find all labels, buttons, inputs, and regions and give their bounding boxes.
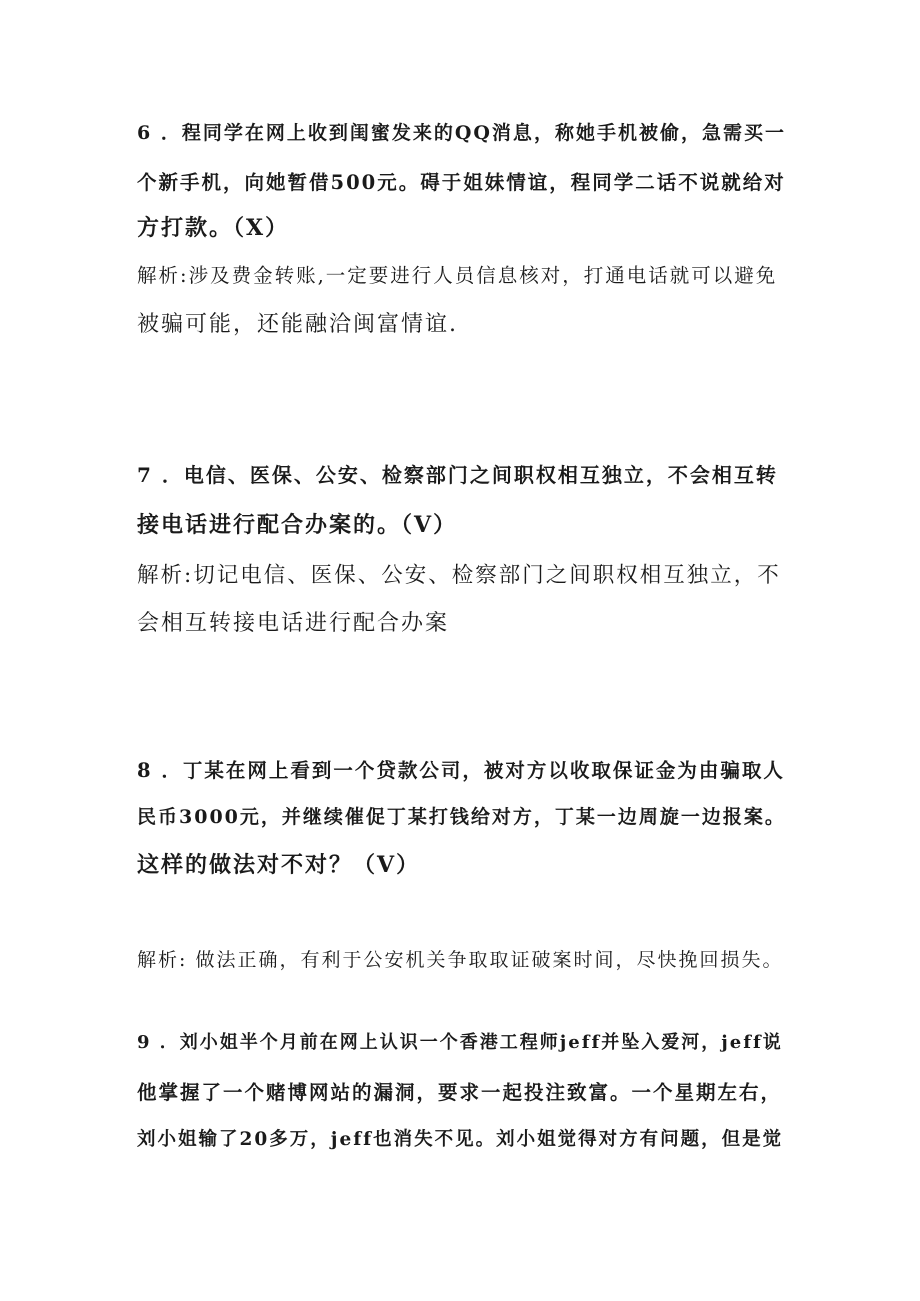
analysis-7-line-1: 解析:切记电信、医保、公安、检察部门之间职权相互独立，不 — [137, 563, 781, 588]
question-8-line-3: 这样的做法对不对？（V） — [137, 852, 421, 878]
question-8-line-1: 8 ．丁某在网上看到一个贷款公司，被对方以收取保证金为由骗取人 — [137, 759, 785, 782]
question-9-line-1: 9 ．刘小姐半个月前在网上认识一个香港工程师jeff并坠入爱河，jeff说 — [137, 1032, 783, 1053]
question-7-line-1: 7 ．电信、医保、公安、检察部门之间职权相互独立，不会相互转 — [137, 463, 778, 487]
analysis-6-line-2: 被骗可能，还能融洽闽富情谊. — [137, 312, 458, 337]
analysis-7-line-2: 会相互转接电话进行配合办案 — [137, 611, 450, 636]
question-9-line-2: 他掌握了一个赌博网站的漏洞，要求一起投注致富。一个星期左右， — [137, 1081, 783, 1104]
analysis-8-line-1: 解析: 做法正确，有利于公安机关争取取证破案时间，尽快挽回损失。 — [137, 949, 784, 971]
question-9-line-3: 刘小姐输了20多万，jeff也消失不见。刘小姐觉得对方有问题，但是觉 — [137, 1129, 784, 1150]
question-6-line-2: 个新手机，向她暂借500元。碍于姐妹情谊，程同学二话不说就给对 — [137, 171, 786, 194]
question-8-line-2: 民币3000元，并继续催促丁某打钱给对方，丁某一边周旋一边报案。 — [137, 806, 786, 828]
question-6-line-1: 6 ．程同学在网上收到闺蜜发来的QQ消息，称她手机被偷，急需买一 — [137, 122, 786, 144]
analysis-6-line-1: 解析:涉及费金转账,一定要进行人员信息核对，打通电话就可以避免 — [137, 264, 778, 287]
question-6-line-3: 方打款。（X） — [137, 215, 290, 241]
question-7-line-2: 接电话进行配合办案的。（V） — [137, 512, 458, 538]
